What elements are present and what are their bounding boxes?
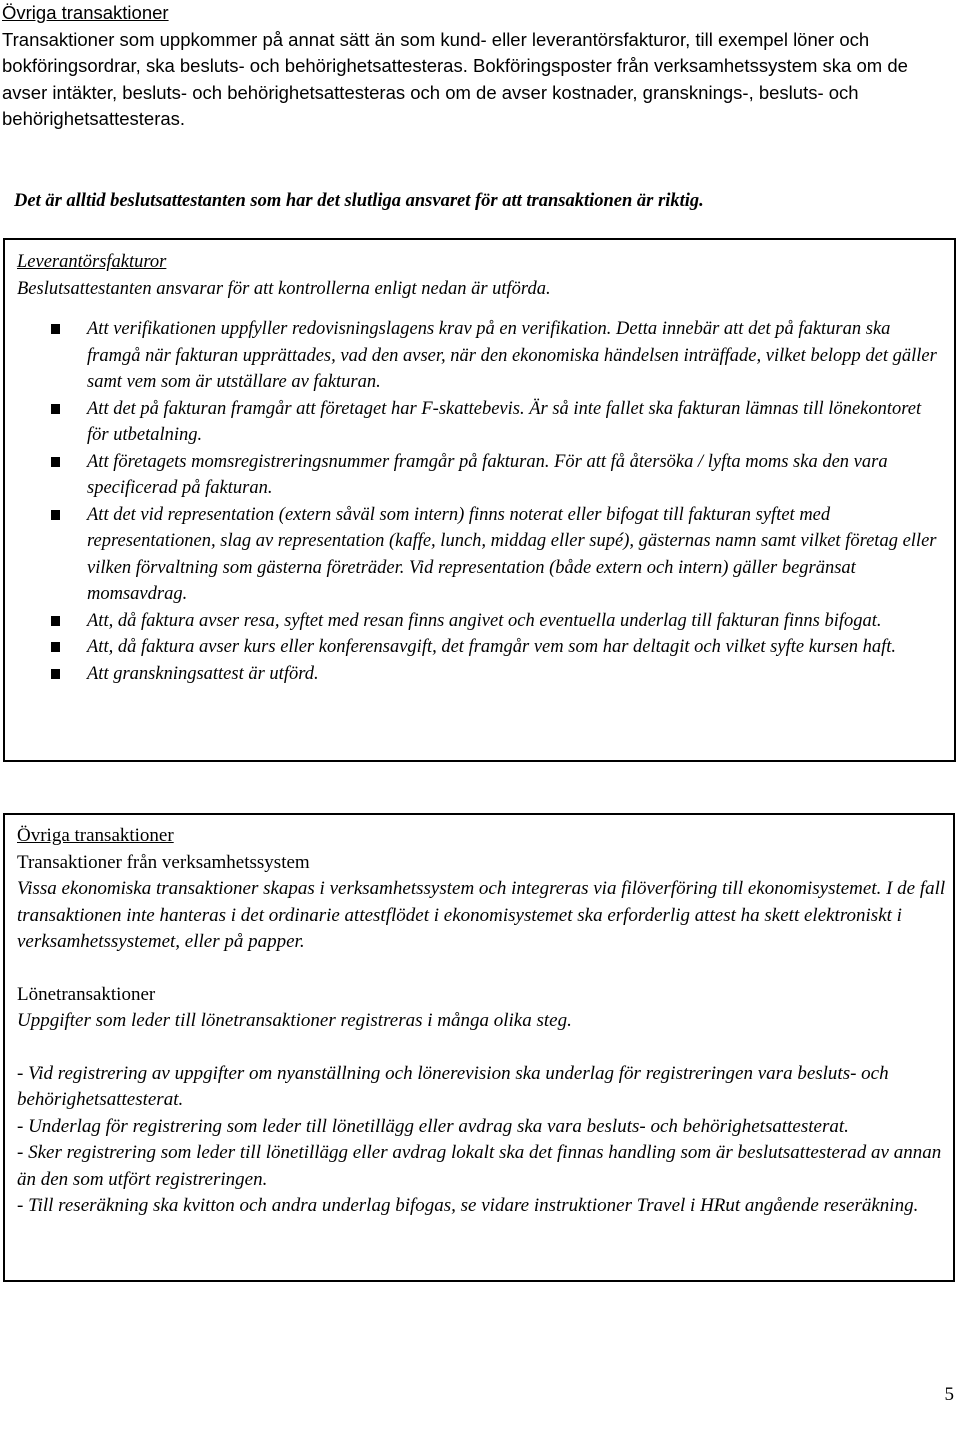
square-bullet-icon <box>51 457 60 467</box>
square-bullet-icon <box>51 642 60 652</box>
intro-heading: Övriga transaktioner <box>2 2 169 23</box>
checklist-item-text: Att det på fakturan framgår att företaget har F-skattebevis. Är så inte fallet ska fakturan lämnas till lönekontoret för utbetalning. <box>87 398 922 445</box>
intro-text: Transaktioner som uppkommer på annat sätt än som kund- eller leverantörsfakturor, till exempel löner och bokföringsordrar, ska besluts- och behörighetsattesteras. Bokföringsposter från verksamhetssystem ska om de avser intäkter, besluts- och behörighetsattesteras och om de avser kostnader, gransknings-, besluts- och behörighetsattesteras. <box>2 28 908 129</box>
square-bullet-icon <box>51 324 60 334</box>
square-bullet-icon <box>51 404 60 414</box>
checklist-item <box>17 316 942 396</box>
other-transactions-box <box>3 813 955 1282</box>
checklist-item <box>17 634 942 661</box>
checklist-item-text: Att granskningsattest är utförd. <box>87 663 319 684</box>
page-number: 5 <box>944 1384 954 1405</box>
payroll-item: - Underlag för registrering som leder till lönetillägg eller avdrag ska vara besluts- och behörighetsattesterat. <box>17 1115 849 1137</box>
intro-section <box>2 0 952 133</box>
control-checklist <box>17 316 942 687</box>
checklist-item <box>17 608 942 635</box>
checklist-item <box>17 661 942 688</box>
checklist-item-text: Att, då faktura avser kurs eller konferensavgift, det framgår vem som har deltagit och vilket syfte kursen haft. <box>87 637 897 657</box>
checklist-item-text: Att det vid representation (extern såväl som intern) finns noterat eller bifogat till fakturan syftet med representationen, slag av representation (kaffe, lunch, middag eller supé), gästernas namn samt vilket företag eller vilken förvaltning som gästerna företräder. Vid representation (både extern och intern) gäller begränsat momsavdrag. <box>87 504 937 604</box>
other-transactions-heading: Övriga transaktioner <box>17 825 174 846</box>
square-bullet-icon <box>51 669 60 679</box>
payroll-item: - Sker registrering som leder till lönetillägg eller avdrag lokalt ska det finnas handling som är beslutsattesterad av annan än den som utfört registreringen. <box>17 1142 942 1190</box>
payroll-item: - Vid registrering av uppgifter om nyanställning och lönerevision ska underlag för registreringen vara besluts- och behörighetsattesterat. <box>17 1062 889 1110</box>
payroll-heading: Lönetransaktioner <box>17 983 156 1005</box>
square-bullet-icon <box>51 616 60 626</box>
checklist-item-text: Att företagets momsregistreringsnummer framgår på fakturan. För att få återsöka / lyfta moms ska den vara specificerad på fakturan. <box>87 451 888 498</box>
responsibility-note: Det är alltid beslutsattestanten som har det slutliga ansvaret för att transaktionen är riktig. <box>14 191 704 211</box>
supplier-invoices-heading: Leverantörsfakturor <box>17 252 167 272</box>
system-transactions-subheading: Transaktioner från verksamhetssystem <box>17 851 310 873</box>
checklist-item <box>17 449 942 502</box>
payroll-text: Uppgifter som leder till lönetransaktioner registreras i många olika steg. <box>17 1010 572 1031</box>
checklist-item <box>17 502 942 608</box>
supplier-invoices-box <box>3 238 956 762</box>
square-bullet-icon <box>51 510 60 520</box>
checklist-item-text: Att, då faktura avser resa, syftet med resan finns angivet och eventuella underlag till fakturan finns bifogat. <box>87 610 882 631</box>
supplier-invoices-intro: Beslutsattestanten ansvarar för att kontrollerna enligt nedan är utförda. <box>17 278 551 299</box>
checklist-item <box>17 396 942 449</box>
system-transactions-text: Vissa ekonomiska transaktioner skapas i verksamhetssystem och integreras via filöverföring till ekonomisystemet. I de fall transaktionen inte hanteras i det ordinarie attestflödet i ekonomisystemet ska erforderlig attest ha skett elektroniskt i verksamhetssystemet, eller på papper. <box>17 878 946 952</box>
checklist-item-text: Att verifikationen uppfyller redovisningslagens krav på en verifikation. Detta innebär att det på fakturan ska framgå när fakturan upprättades, vad den avser, när den ekonomiska händelsen inträffade, vilket belopp det gäller samt vem som är utställare av fakturan. <box>87 319 937 392</box>
payroll-item: - Till reseräkning ska kvitton och andra underlag bifogas, se vidare instruktioner Travel i HRut angående reseräkning. <box>17 1195 919 1216</box>
